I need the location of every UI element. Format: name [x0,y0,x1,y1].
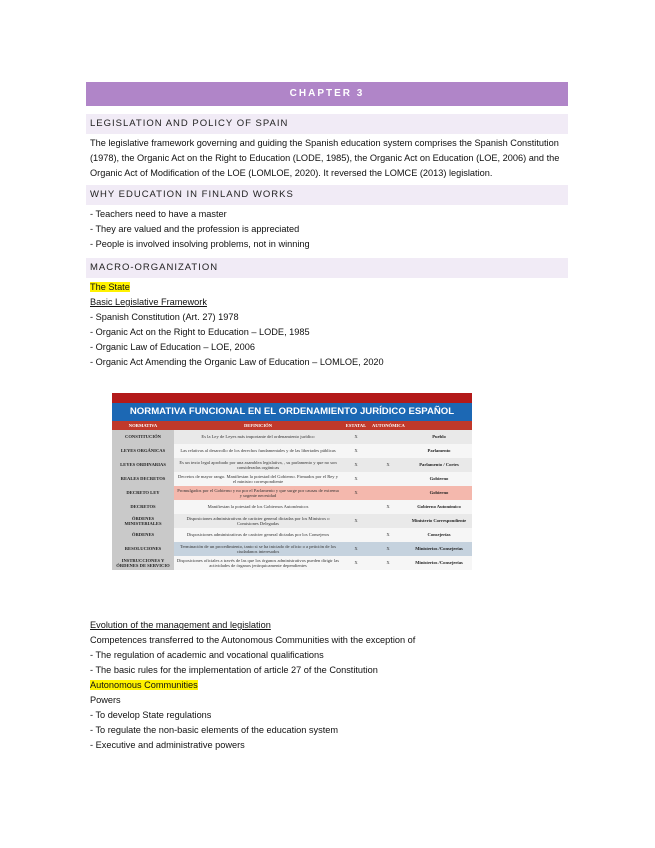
legislation-table-image [112,393,472,616]
table-cell-estatal: X [354,518,358,524]
table-cell-organo: Consejerías [427,532,451,538]
table-cell-definicion: Es un texto legal aprobado por una asamblea legislativa, , su parlamento y que no son consideradas orgánicas [179,459,337,470]
table-cell-estatal [342,528,370,542]
table-cell-autonomica [370,486,406,500]
list-item: - Executive and administrative powers [90,740,245,750]
list-item: - Teachers need to have a master [90,209,227,219]
list-item: - The regulation of academic and vocational qualifications [90,650,324,660]
table-row [112,444,472,458]
table-cell-autonomica: X [386,560,390,566]
table-row [112,486,472,500]
table-cell-definicion: Terminación de un procedimiento, tanto si se ha iniciado de oficio o a petición de los ciudadanos interesados [179,543,337,554]
table-cell-definicion: Disposiciones oficiales a través de las que los órganos administrativos pueden dirigir las actividades de órganos jerárquicamente dependientes [176,557,340,568]
table-cell-organo: Ministerios /Consejerías [415,560,463,566]
table-row [112,556,472,570]
section-heading-finland: WHY EDUCATION IN FINLAND WORKS [86,185,568,205]
lower-section [86,618,568,753]
table-cell-definicion: Disposiciones administrativas de carácter general dictadas por los Consejeros [186,532,330,538]
table-header: NORMATIVA [112,421,174,430]
list-item: - Organic Law of Education – LOE, 2006 [90,342,255,352]
table-row [112,542,472,556]
list-item: - They are valued and the profession is appreciated [90,224,300,234]
table-cell-organo: Gobierno Autonómico [417,504,461,510]
table-cell-autonomica [370,514,406,528]
table-cell-definicion: Promulgados por el Gobierno y no por el Parlamento y que surge por causas de extrema y urgente necesidad [177,487,339,498]
table-cell-autonomica: X [386,504,390,510]
evolution-label: Evolution of the management and legislation [90,620,271,630]
table-cell-estatal [342,500,370,514]
list-item: - People is involved insolving problems, not in winning [90,239,310,249]
table-cell-normativa: INSTRUCCIONES Y ÓRDENES DE SERVICIO [112,556,174,570]
table-cell-organo: Pueblo [432,434,446,440]
table-cell-autonomica: X [386,532,390,538]
table-header: ESTATAL [342,421,370,430]
table-row [112,472,472,486]
table-cell-autonomica [370,444,406,458]
table-cell-normativa: LEYES ORGÁNICAS [112,444,174,458]
table-cell-organo: Ministerio Correspondiente [411,518,467,524]
table-title: NORMATIVA FUNCIONAL EN EL ORDENAMIENTO JURÍDICO ESPAÑOL [112,403,472,421]
table-cell-estatal: X [354,448,358,454]
table-cell-normativa: ÓRDENES MINISTERIALES [112,514,174,528]
table-row [112,430,472,444]
table-row [112,458,472,472]
list-item: - Spanish Constitution (Art. 27) 1978 [90,312,239,322]
evolution-line: Competences transferred to the Autonomous Communities with the exception of [90,635,416,645]
table-cell-definicion: Es la Ley de Leyes más importante del ordenamiento jurídico [201,434,315,440]
powers-label: Powers [90,695,121,705]
table-cell-estatal: X [354,462,358,468]
list-item: - To regulate the non-basic elements of the education system [90,725,339,735]
table-cell-autonomica: X [386,546,390,552]
list-item: - To develop State regulations [90,710,212,720]
table-cell-organo: Parlamento [427,448,451,454]
document-page [86,82,568,370]
table-cell-organo: Ministerios /Consejerías [415,546,463,552]
table-header [406,421,472,430]
framework-label: Basic Legislative Framework [90,297,207,307]
legislation-table [112,421,472,570]
autonomous-label: Autonomous Communities [90,680,198,690]
section-heading-legislation: LEGISLATION AND POLICY OF SPAIN [86,114,568,134]
table-cell-estatal: X [354,546,358,552]
table-cell-estatal: X [354,434,358,440]
state-label: The State [90,282,130,292]
table-cell-definicion: Decretos de mayor rango. Manifiestan la potestad del Gobierno. Firmados por el Rey y el ministro correspondiente [177,473,339,484]
table-cell-normativa: ÓRDENES [112,528,174,542]
table-cell-organo: Gobierno [429,476,449,482]
list-item: - Organic Act on the Right to Education – LODE, 1985 [90,327,310,337]
table-cell-organo: Gobierno [429,490,449,496]
table-row [112,528,472,542]
table-cell-autonomica [370,472,406,486]
list-item: - Organic Act Amending the Organic Law of Education – LOMLOE, 2020 [90,357,384,367]
table-cell-estatal: X [354,476,358,482]
chapter-banner: CHAPTER 3 [86,82,568,106]
table-cell-normativa: DECRETOS [112,500,174,514]
table-cell-estatal: X [354,560,358,566]
legislation-paragraph: The legislative framework governing and guiding the Spanish education system comprises the Spanish Constitution (1978), the Organic Act on the Right to Education (LODE, 1985), the Organic Act on Education (LOE, 2006) and the Organic Act of Modification of the LOE (LOMLOE, 2020). It reversed the LOMCE (2013) legislation. [90,138,560,178]
table-cell-normativa: RESOLUCIONES [112,542,174,556]
table-cell-estatal: X [354,490,358,496]
list-item: - The basic rules for the implementation of article 27 of the Constitution [90,665,378,675]
table-cell-normativa: LEYES ORDINARIAS [112,458,174,472]
table-cell-organo: Parlamento / Cortes [419,462,459,468]
table-row [112,500,472,514]
table-top-band [112,393,472,403]
table-cell-autonomica: X [386,462,390,468]
table-header: AUTONÓMICA [370,421,406,430]
table-cell-definicion: Manifiestan la potestad de los Gobiernos Autonómicos [207,504,309,510]
table-cell-definicion: Las relativas al desarrollo de los derechos fundamentales y de las libertades públicas [180,448,336,454]
table-header: DEFINICIÓN [174,421,342,430]
table-row [112,514,472,528]
section-heading-macro: MACRO-ORGANIZATION [86,258,568,278]
table-cell-definicion: Disposiciones administrativas de carácter general dictadas por los Ministros o Comisiones Delegadas [186,515,330,526]
table-cell-normativa: CONSTITUCIÓN [112,430,174,444]
table-cell-normativa: DECRETO LEY [112,486,174,500]
table-cell-normativa: REALES DECRETOS [112,472,174,486]
table-cell-autonomica [370,430,406,444]
